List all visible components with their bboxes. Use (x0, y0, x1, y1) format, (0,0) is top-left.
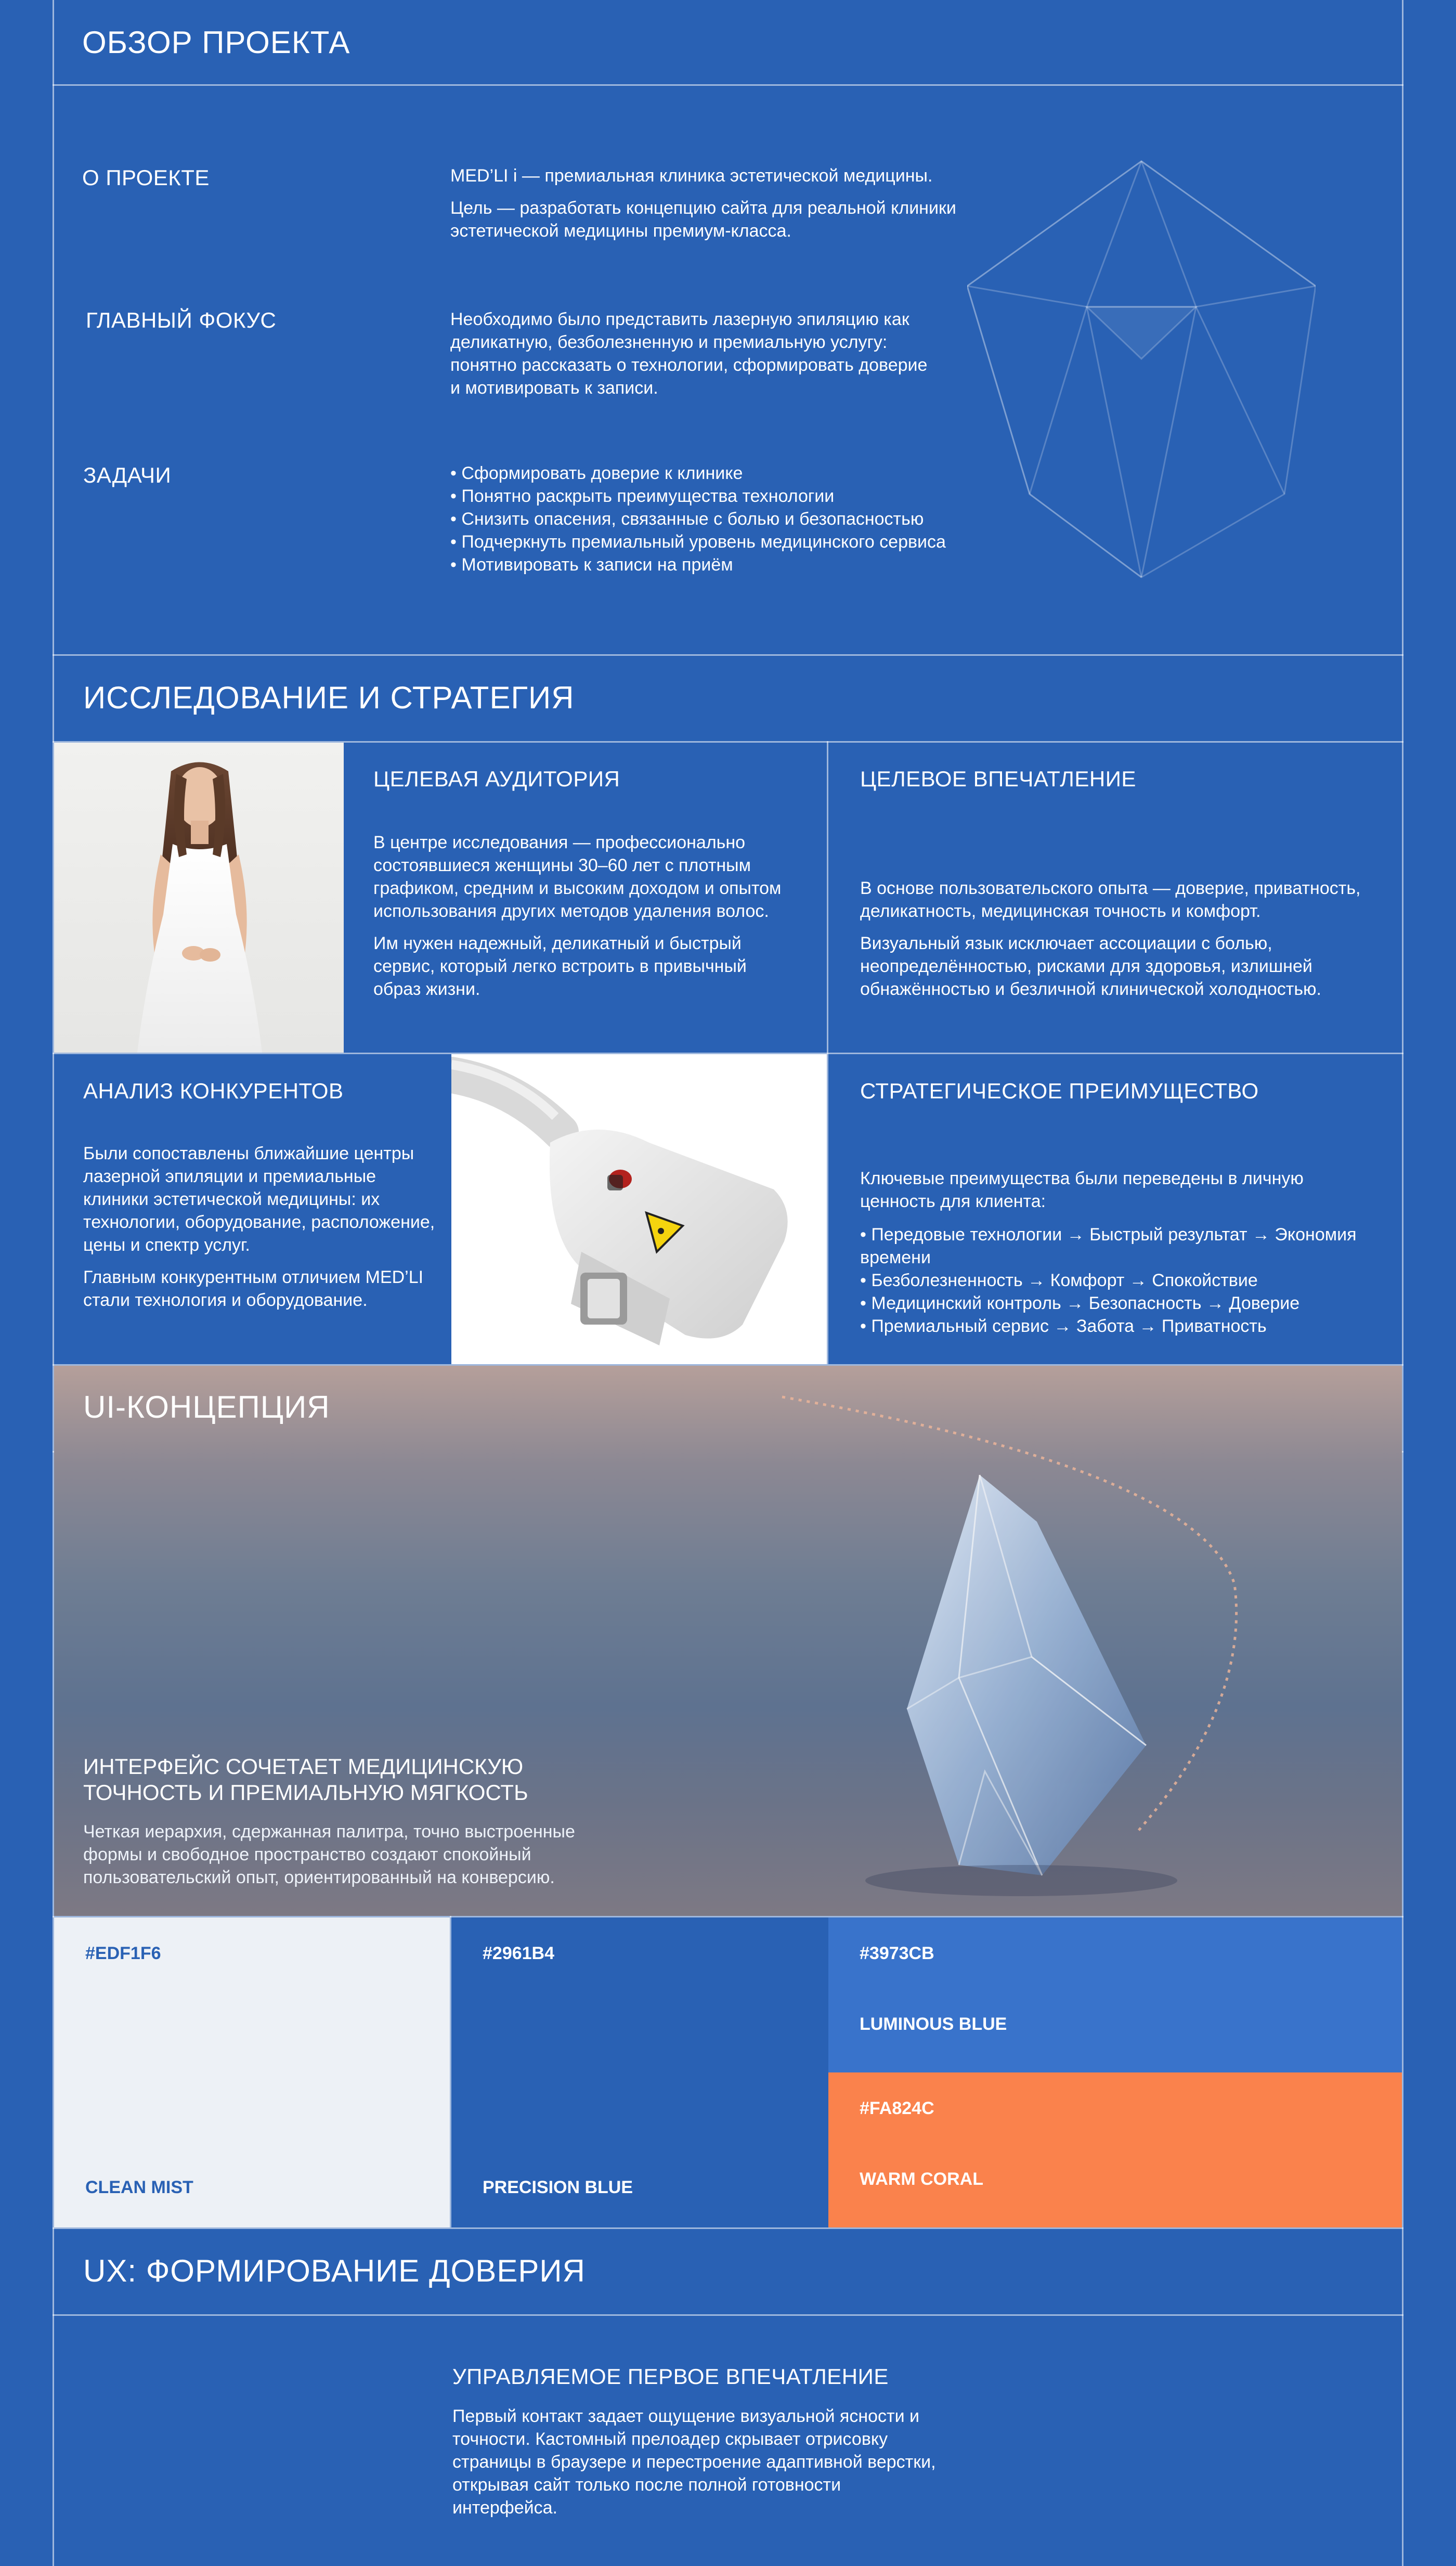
color-name: LUMINOUS BLUE (860, 2014, 1007, 2034)
competitors-paragraph: Были сопоставлены ближайшие центры лазерной эпиляции и премиальные клиники эстетической медицины: их технологии, оборудование, расположение, цены и спектр услуг. (83, 1144, 435, 1255)
advantage-title: СТРАТЕГИЧЕСКОЕ ПРЕИМУЩЕСТВО (860, 1079, 1259, 1103)
color-code: #3973CB (860, 1943, 934, 1963)
divider (53, 84, 1403, 86)
list-item: • Премиальный сервис → Забота → Приватность (860, 1315, 1380, 1338)
impression-text (860, 877, 1380, 1010)
ux-subtitle: УПРАВЛЯЕМОЕ ПЕРВОЕ ВПЕЧАТЛЕНИЕ (452, 2364, 889, 2389)
section-title: ИССЛЕДОВАНИЕ И СТРАТЕГИЯ (83, 680, 575, 715)
color-swatch (451, 1917, 827, 2227)
ui-text: Четкая иерархия, сдержанная палитра, точно выстроенные формы и свободное пространство создают спокойный пользовательский опыт, ориентированный на конверсию. (83, 1822, 575, 1887)
color-code: #EDF1F6 (85, 1943, 161, 1963)
list-item: • Мотивировать к записи на приём (450, 553, 1074, 576)
ux-text: Первый контакт задает ощущение визуальной ясности и точности. Кастомный прелоадер скрывает отрисовку страницы в браузере и перестроение адаптивной верстки, открывая сайт только после полной готовности интерфейса. (452, 2406, 936, 2518)
color-swatch (54, 1917, 450, 2227)
competitors-title: АНАЛИЗ КОНКУРЕНТОВ (83, 1079, 344, 1103)
color-code: #2961B4 (483, 1943, 555, 1963)
impression-paragraph: В основе пользовательского опыта — доверие, приватность, деликатность, медицинская точность и комфорт. (860, 878, 1361, 921)
tasks-list (450, 462, 1074, 576)
list-item: • Снизить опасения, связанные с болью и безопасностью (450, 508, 1074, 530)
about-text (450, 164, 1022, 252)
advantage-list (860, 1223, 1380, 1338)
audience-title: ЦЕЛЕВАЯ АУДИТОРИЯ (373, 767, 620, 791)
focus-text: Необходимо было представить лазерную эпиляцию как деликатную, безболезненную и премиальную услугу: понятно рассказать о технологии, сформировать доверие и мотивировать к записи. (450, 309, 928, 398)
audience-paragraph: Им нужен надежный, деликатный и быстрый сервис, который легко встроить в привычный образ жизни. (373, 934, 747, 999)
audience-photo (54, 743, 344, 1053)
list-item: • Передовые технологии → Быстрый результат → Экономия времени (860, 1223, 1380, 1269)
ui-headline: ИНТЕРФЕЙС СОЧЕТАЕТ МЕДИЦИНСКУЮ ТОЧНОСТЬ И ПРЕМИАЛЬНУЮ МЯГКОСТЬ (83, 1754, 528, 1805)
color-name: CLEAN MIST (85, 2178, 193, 2197)
about-paragraph: Цель — разработать концепцию сайта для реальной клиники эстетической медицины премиум-класса. (450, 198, 956, 241)
list-item: • Медицинский контроль → Безопасность → Доверие (860, 1292, 1380, 1315)
laser-device-photo (451, 1054, 827, 1364)
advantage-intro: Ключевые преимущества были переведены в личную ценность для клиента: (860, 1169, 1304, 1211)
list-item: • Безболезненность → Комфорт → Спокойствие (860, 1269, 1380, 1292)
color-name: PRECISION BLUE (483, 2178, 633, 2197)
color-name: WARM CORAL (860, 2169, 983, 2189)
about-paragraph: MED’LI i — премиальная клиника эстетической медицины. (450, 166, 933, 186)
list-item: • Подчеркнуть премиальный уровень медицинского сервиса (450, 530, 1074, 553)
impression-title: ЦЕЛЕВОЕ ВПЕЧАТЛЕНИЕ (860, 767, 1136, 791)
focus-label: ГЛАВНЫЙ ФОКУС (86, 308, 277, 332)
audience-text (373, 831, 789, 1010)
list-item: • Сформировать доверие к клинике (450, 462, 1074, 485)
about-label: О ПРОЕКТЕ (82, 165, 210, 190)
section-title: UX: ФОРМИРОВАНИЕ ДОВЕРИЯ (83, 2253, 586, 2288)
section-title: ОБЗОР ПРОЕКТА (82, 25, 350, 60)
divider (53, 2227, 1403, 2229)
divider (53, 654, 1403, 656)
impression-paragraph: Визуальный язык исключает ассоциации с болью, неопределённостью, рисками для здоровья, излишней обнажённостью и безличной клинической холодностью. (860, 934, 1321, 999)
section-title: UI-КОНЦЕПЦИЯ (83, 1390, 330, 1424)
tasks-label: ЗАДАЧИ (83, 463, 172, 487)
divider (53, 2314, 1403, 2316)
competitors-text (83, 1142, 442, 1321)
audience-paragraph: В центре исследования — профессионально состоявшиеся женщины 30–60 лет с плотным графиком, средним и высоким доходом и опытом использования других методов удаления волос. (373, 833, 782, 921)
color-swatch (828, 2072, 1402, 2227)
competitors-paragraph: Главным конкурентным отличием MED’LI стали технология и оборудование. (83, 1267, 424, 1310)
color-code: #FA824C (860, 2098, 934, 2118)
divider (827, 741, 828, 1364)
color-swatch (828, 1917, 1402, 2072)
list-item: • Понятно раскрыть преимущества технологии (450, 485, 1074, 508)
